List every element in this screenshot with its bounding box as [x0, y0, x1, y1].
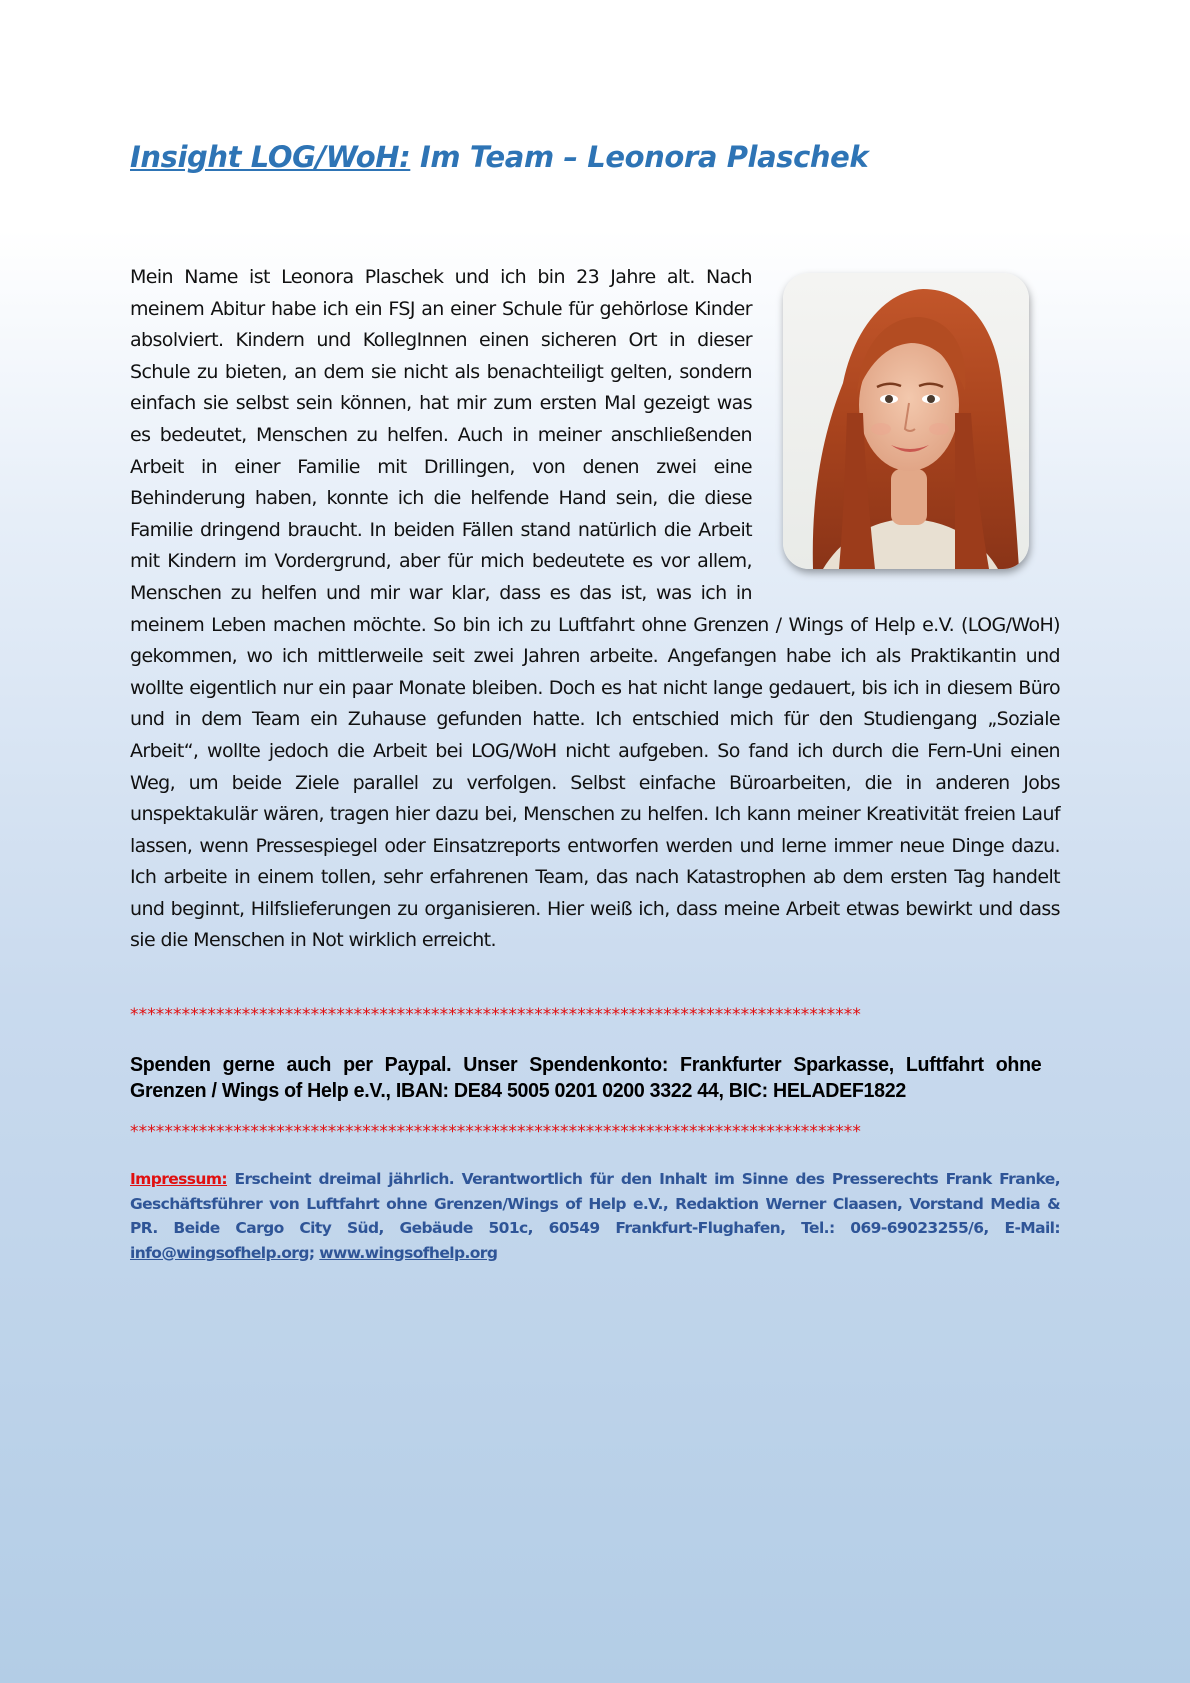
link-separator: ; — [308, 1243, 320, 1262]
separator-top: ************************************************************************************* — [130, 1005, 861, 1025]
donation-info: Spenden gerne auch per Paypal. Unser Spendenkonto: Frankfurter Sparkasse, Luftfahrt ohne Grenzen / Wings of Help e.V., IBAN: DE84 5005 0201 0200 3322 44, BIC: HELADEF1822 — [130, 1054, 1042, 1102]
title-rest: Im Team – Leonora Plaschek — [410, 140, 869, 174]
email-link[interactable]: info@wingsofhelp.org — [130, 1243, 309, 1262]
article-text: Mein Name ist Leonora Plaschek und ich bin 23 Jahre alt. Nach meinem Abitur habe ich ein FSJ an einer Schule für gehörlose Kinder absolviert. Kindern und KollegInnen einen sicheren Ort in dieser Schule zu bieten, an dem sie nicht als benachteiligt gelten, sondern einfach sie selbst sein können, hat mir zum ersten Mal gezeigt was es bedeutet, Menschen zu helfen. Auch in meiner anschließenden Arbeit in einer Familie mit Drillingen, von denen zwei eine Behinderung haben, konnte ich die helfende Hand sein, die diese Familie dringend braucht. In beiden Fällen stand natürlich die Arbeit mit Kindern im Vordergrund, aber für mich bedeutete es vor allem, Menschen zu helfen und mir war klar, dass es das ist, was ich in meinem Leben machen möchte. So bin ich zu Luftfahrt ohne Grenzen / Wings of Help e.V. (LOG/WoH) gekommen, wo ich mittlerweile seit zwei Jahren arbeite. Angefangen habe ich als Praktikantin und wollte eigentlich nur ein paar Monate bleiben. Doch es hat nicht lange gedauert, bis ich in diesem Büro und in dem Team ein Zuhause gefunden hatte. Ich entschied mich für den Studiengang „Soziale Arbeit“, wollte jedoch die Arbeit bei LOG/WoH nicht aufgeben. So fand ich durch die Fern-Uni einen Weg, um beide Ziele parallel zu verfolgen. Selbst einfache Büroarbeiten, die in anderen Jobs unspektakulär wären, tragen hier dazu bei, Menschen zu helfen. Ich kann meiner Kreativität freien Lauf lassen, wenn Pressespiegel oder Einsatzreports entworfen werden und lerne immer neue Dinge dazu. Ich arbeite in einem tollen, sehr erfahrenen Team, das nach Katastrophen ab dem ersten Tag handelt und beginnt, Hilfslieferungen zu organisieren. Hier weiß ich, dass meine Arbeit etwas bewirkt und dass sie die Menschen in Not wirklich erreicht. — [130, 266, 1060, 952]
impressum-text: Erscheint dreimal jährlich. Verantwortlich für den Inhalt im Sinne des Presserechts Frank Franke, Geschäftsführer von Luftfahrt ohne Grenzen/Wings of Help e.V., Redaktion Werner Claasen, Vorstand Media & PR. Beide Cargo City Süd, Gebäude 501c, 60549 Frankfurt-Flughafen, Tel.: 069-69023255/6, E-Mail: — [130, 1170, 1060, 1237]
page-title — [130, 140, 868, 174]
separator-bottom: ************************************************************************************* — [130, 1122, 861, 1142]
photo-spacer — [752, 262, 1060, 584]
article-body — [130, 262, 1060, 957]
website-link[interactable]: www.wingsofhelp.org — [319, 1243, 498, 1262]
impressum — [130, 1167, 1060, 1265]
title-link[interactable]: Insight LOG/WoH: — [130, 140, 411, 174]
impressum-label: Impressum: — [130, 1170, 228, 1188]
